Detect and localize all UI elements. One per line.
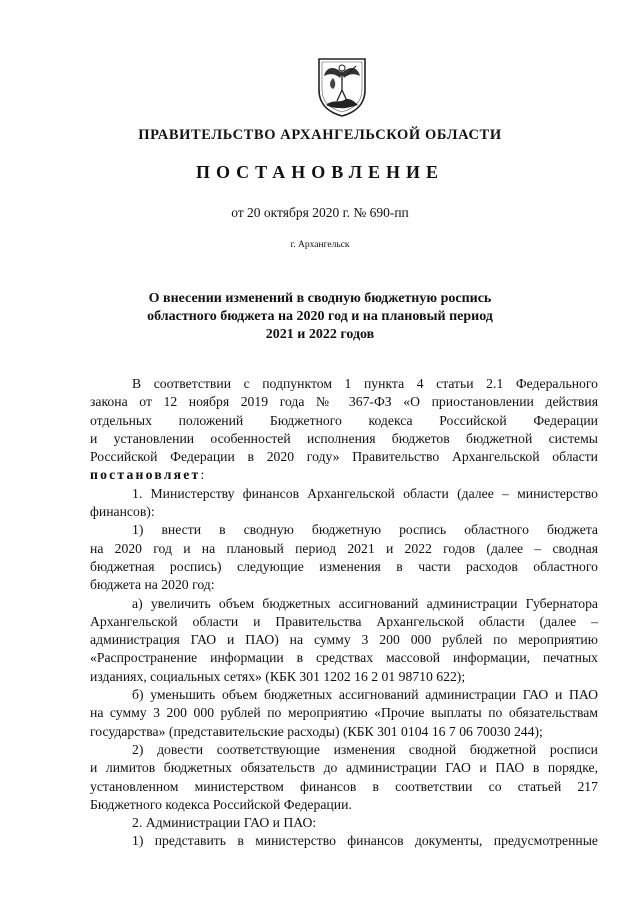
document-body [90,375,598,851]
body-line: 1) внести в сводную бюджетную роспись областного бюджета [132,522,598,538]
subject-line: О внесении изменений в сводную бюджетную роспись [148,291,492,306]
document-type: ПОСТАНОВЛЕНИЕ [195,162,445,182]
body-line: 1. Министерству финансов Архангельской области (далее – министерство [132,485,598,501]
body-line: 2) довести соответствующие изменения сводной бюджетной росписи [132,741,598,757]
body-line: изданиях, социальных сетях» (КБК 301 1202 16 2 01 98710 622); [90,668,466,684]
document-date-number: от 20 октября 2020 г. № 690-пп [231,205,409,220]
decree-line [90,466,598,484]
document-place: г. Архангельск [290,240,350,250]
decree-word: постановляет [90,467,201,483]
body-line: государства» (представительские расходы) (КБК 301 0104 16 7 06 70030 244); [90,723,543,739]
subject-line: 2021 и 2022 годов [265,327,375,342]
body-line: финансов): [90,504,155,520]
body-line: и установлении особенностей исполнения бюджетов бюджетной системы [90,430,598,446]
body-line: установленном министерством финансов в соответствии со статьей 217 [90,778,598,794]
body-line: администрация ГАО и ПАО) на сумму 3 200 000 рублей по мероприятию [90,632,598,648]
body-line: и лимитов бюджетных обязательств до администрации ГАО и ПАО в порядке, [90,760,598,776]
coat-of-arms-icon [316,56,368,118]
body-line: на 2020 год и на плановый период 2021 и 2022 годов (далее – сводная [90,540,598,556]
government-title: ПРАВИТЕЛЬСТВО АРХАНГЕЛЬСКОЙ ОБЛАСТИ [138,127,502,143]
subject-line: областного бюджета на 2020 год и на плановый период [147,309,493,324]
body-line: бюджета на 2020 год: [90,577,215,593]
body-line: на сумму 3 200 000 рублей по мероприятию «Прочие выплаты по обязательствам [90,705,598,721]
body-line: бюджетная роспись) следующие изменения в части расходов областного [90,558,598,574]
body-line: 1) представить в министерство финансов документы, предусмотренные [132,833,598,849]
body-line: отдельных положений Бюджетного кодекса Российской Федерации [90,412,598,428]
body-line: «Распространение информации в средствах массовой информации, печатных [90,650,598,666]
body-line: Архангельской области и Правительства Архангельской области (далее – [90,613,598,629]
body-line: закона от 12 ноября 2019 года № 367-ФЗ «О приостановлении действия [90,394,598,410]
document-subject [120,290,520,344]
body-line: Российской Федерации в 2020 году» Правительство Архангельской области [90,449,598,465]
body-line: Бюджетного кодекса Российской Федерации. [90,796,352,812]
decree-colon: : [200,467,205,483]
body-line: б) уменьшить объем бюджетных ассигнований администрации ГАО и ПАО [132,687,598,703]
body-line: а) увеличить объем бюджетных ассигнований администрации Губернатора [132,595,598,611]
body-line: В соответствии с подпунктом 1 пункта 4 статьи 2.1 Федерального [132,376,598,391]
body-line: 2. Администрации ГАО и ПАО: [132,815,317,831]
